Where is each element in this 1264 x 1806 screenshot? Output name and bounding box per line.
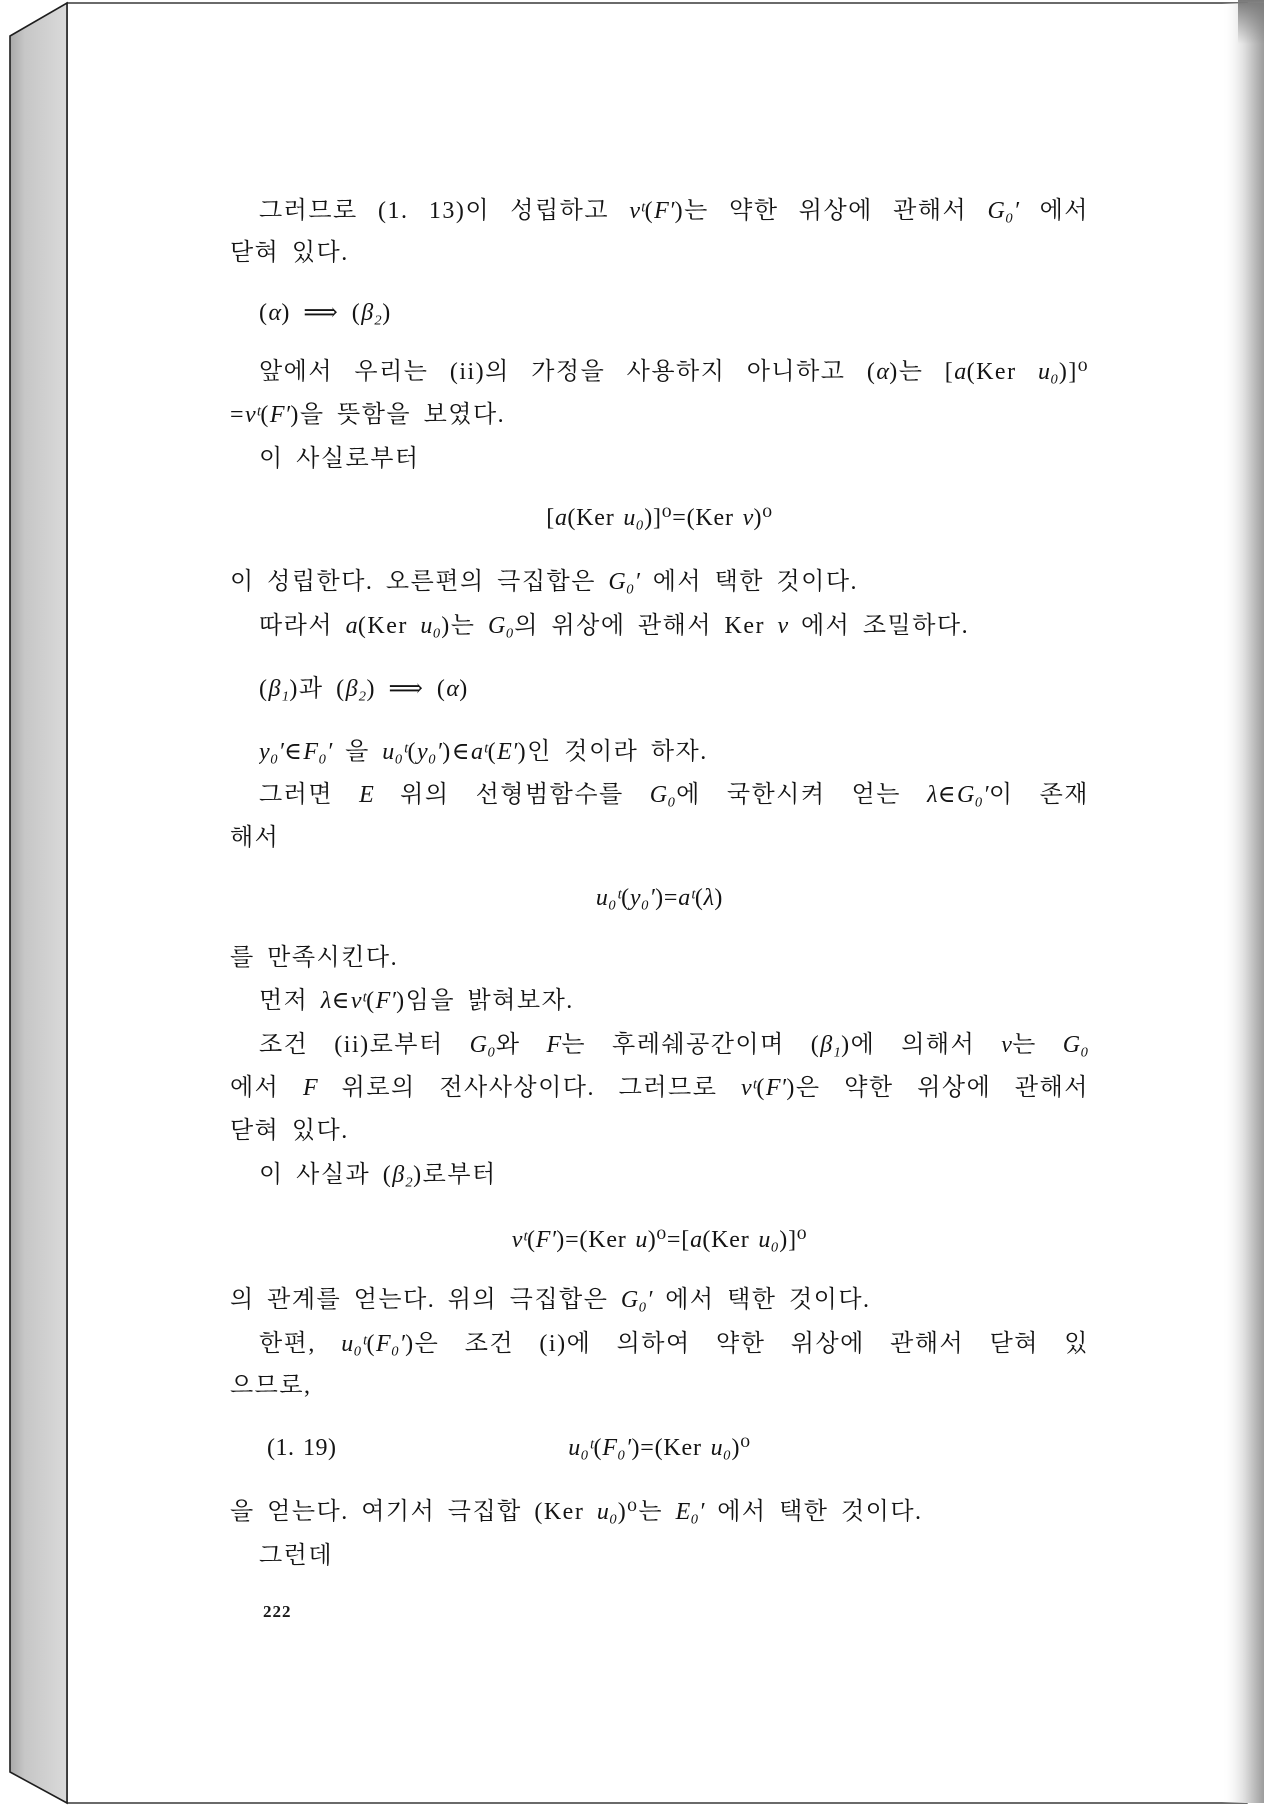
- text-run: )]⁰: [1058, 359, 1089, 385]
- text-run: ) ⟹ (: [366, 676, 447, 702]
- text-run: 의 관계를 얻는다. 위의 극집합은: [230, 1287, 621, 1313]
- math-symbol: β₁: [820, 1032, 842, 1058]
- text-run: )임을 밝혀보자.: [396, 988, 574, 1014]
- math-symbol: vᵗ: [245, 402, 261, 428]
- page-corner-shadow: [1238, 0, 1264, 44]
- page-number: 222: [263, 1602, 292, 1621]
- math-symbol: G₀: [1062, 1032, 1089, 1058]
- math-symbol: F: [546, 1032, 562, 1058]
- math-symbol: y₀′: [629, 885, 656, 911]
- text-run: )=: [655, 885, 679, 911]
- text-run: ): [714, 885, 724, 911]
- math-symbol: E: [359, 782, 375, 808]
- text-run: ) ⟹ (: [281, 300, 362, 326]
- math-symbol: E′: [497, 739, 518, 765]
- math-symbol: F′: [375, 988, 397, 1014]
- math-symbol: u₀: [1037, 359, 1059, 385]
- text-run: 에 국한시켜 얻는: [676, 782, 928, 808]
- text-run: 이 사실과 (: [259, 1162, 393, 1188]
- text-line: [230, 820, 1089, 856]
- text-line: [259, 777, 1089, 813]
- text-run: (: [487, 739, 498, 765]
- text-run: ∈: [937, 782, 958, 808]
- text-line: [259, 1538, 1089, 1574]
- math-symbol: G₀′: [987, 198, 1020, 224]
- text-run: ): [459, 676, 469, 702]
- text-run: 해서: [230, 825, 280, 851]
- text-run: (: [260, 402, 270, 428]
- text-run: 위로의 전사사상이다. 그러므로: [318, 1075, 742, 1101]
- math-symbol: v: [1001, 1032, 1013, 1058]
- math-symbol: G₀: [649, 782, 677, 808]
- text-run: )⁰: [731, 1435, 751, 1461]
- text-run: ): [382, 300, 392, 326]
- text-run: )로부터: [413, 1162, 497, 1188]
- math-symbol: u₀ᵗ: [595, 885, 622, 911]
- math-symbol: a: [555, 505, 568, 531]
- math-symbol: v: [742, 505, 754, 531]
- math-symbol: v: [777, 613, 789, 639]
- text-run: 조건 (ii)로부터: [259, 1032, 470, 1058]
- text-run: 따라서: [259, 613, 346, 639]
- math-symbol: vᵗ: [741, 1075, 757, 1101]
- text-run: (Ker: [567, 505, 624, 531]
- text-run: )은 조건 (i)에 의하여 약한 위상에 관해서 닫혀 있: [405, 1331, 1089, 1357]
- text-run: )⁰=[: [647, 1227, 691, 1253]
- text-line: [259, 734, 1089, 770]
- text-line: [259, 193, 1089, 229]
- text-run: 이 사실로부터: [259, 446, 420, 472]
- display-equation: [230, 1222, 1089, 1258]
- text-run: 한편,: [259, 1331, 342, 1357]
- text-run: 그러면: [259, 782, 360, 808]
- math-symbol: G₀′: [957, 782, 989, 808]
- text-run: 을 얻는다. 여기서 극집합 (Ker: [230, 1499, 597, 1525]
- text-run: (: [366, 1331, 377, 1357]
- text-line: [230, 940, 1089, 976]
- text-run: )]⁰=(Ker: [644, 505, 743, 531]
- text-run: 위의 선형범함수를: [374, 782, 650, 808]
- math-symbol: u₀: [596, 1499, 618, 1525]
- proof-case-heading: [259, 671, 1089, 707]
- text-run: (Ker: [702, 1227, 759, 1253]
- text-run: =: [230, 402, 246, 428]
- text-run: (Ker: [357, 613, 421, 639]
- math-symbol: F′: [535, 1227, 557, 1253]
- text-run: )에 의해서: [841, 1032, 1002, 1058]
- text-run: 를 만족시킨다.: [230, 945, 399, 971]
- text-run: (: [644, 198, 655, 224]
- text-run: ∈: [331, 988, 351, 1014]
- text-run: 는 후레쉐공간이며 (: [561, 1032, 821, 1058]
- text-line: [259, 441, 1089, 477]
- book-spine: [10, 3, 67, 1803]
- text-run: )]⁰: [779, 1227, 808, 1253]
- math-symbol: λ: [320, 988, 332, 1014]
- math-symbol: E₀′: [675, 1499, 705, 1525]
- math-symbol: u₀: [758, 1227, 780, 1253]
- text-run: 에서 택한 것이다.: [652, 1287, 871, 1313]
- text-run: )⁰는: [617, 1499, 676, 1525]
- text-line: [230, 1070, 1089, 1106]
- text-line: [230, 1368, 1089, 1404]
- text-run: 이 성립한다. 오른편의 극집합은: [230, 569, 609, 595]
- math-symbol: β₁: [268, 676, 290, 702]
- text-run: (: [621, 885, 630, 911]
- text-run: (: [756, 1075, 766, 1101]
- math-symbol: G₀: [469, 1032, 496, 1058]
- math-symbol: u₀: [710, 1435, 732, 1461]
- math-symbol: aᵗ: [470, 739, 488, 765]
- page-edge-shadow: [1222, 3, 1264, 1803]
- text-run: [: [546, 505, 556, 531]
- math-symbol: a: [954, 359, 967, 385]
- text-run: )과 (: [289, 676, 346, 702]
- math-symbol: u₀: [623, 505, 645, 531]
- math-symbol: F′: [765, 1075, 787, 1101]
- text-line: [259, 1326, 1089, 1362]
- math-symbol: F′: [269, 402, 291, 428]
- text-run: (: [259, 676, 269, 702]
- display-equation: [230, 880, 1089, 916]
- math-symbol: G₀′: [608, 569, 641, 595]
- text-run: 와: [495, 1032, 547, 1058]
- text-line: [259, 1027, 1089, 1063]
- math-symbol: u: [635, 1227, 648, 1253]
- text-run: 앞에서 우리는 (ii)의 가정을 사용하지 아니하고 (: [259, 359, 877, 385]
- text-run: )∈: [442, 739, 471, 765]
- text-run: (: [259, 300, 269, 326]
- math-symbol: u₀ᵗ: [382, 739, 408, 765]
- text-run: 먼저: [259, 988, 321, 1014]
- text-run: 의 위상에 관해서 Ker: [514, 613, 778, 639]
- math-symbol: G₀: [487, 613, 515, 639]
- text-run: )인 것이라 하자.: [517, 739, 708, 765]
- proof-case-heading: [259, 295, 1089, 331]
- text-run: ∈: [284, 739, 304, 765]
- text-line: [259, 608, 1089, 644]
- text-line: [230, 1113, 1089, 1149]
- text-line: [230, 1494, 1089, 1530]
- math-symbol: u₀: [420, 613, 442, 639]
- math-symbol: a: [690, 1227, 703, 1253]
- math-symbol: u₀ᵗ: [568, 1435, 594, 1461]
- math-symbol: α: [446, 676, 460, 702]
- text-run: )=(Ker: [631, 1435, 711, 1461]
- text-run: 에서: [230, 1075, 304, 1101]
- text-run: 으므로,: [230, 1373, 312, 1399]
- math-symbol: aᵗ: [678, 885, 695, 911]
- math-symbol: vᵗ: [629, 198, 645, 224]
- math-symbol: F₀′: [602, 1435, 632, 1461]
- text-run: )는: [441, 613, 488, 639]
- text-run: (: [593, 1435, 603, 1461]
- math-symbol: β₂: [345, 676, 367, 702]
- math-symbol: u₀ᵗ: [341, 1331, 367, 1357]
- text-run: )은 약한 위상에 관해서: [786, 1075, 1089, 1101]
- text-run: 닫혀 있다.: [230, 1118, 349, 1144]
- text-line: [230, 235, 1089, 271]
- text-line: [230, 1282, 1089, 1318]
- text-run: )⁰: [753, 505, 773, 531]
- text-run: (: [694, 885, 704, 911]
- text-run: 을: [332, 739, 383, 765]
- display-equation: [230, 1430, 1089, 1466]
- text-run: 이 존재: [988, 782, 1089, 808]
- text-line: [259, 983, 1089, 1019]
- text-line: [230, 564, 1089, 600]
- math-symbol: G₀′: [620, 1287, 653, 1313]
- text-run: (: [366, 988, 376, 1014]
- math-symbol: λ: [703, 885, 715, 911]
- text-run: 에서 조밀하다.: [788, 613, 970, 639]
- text-line: [259, 354, 1089, 390]
- math-symbol: a: [345, 613, 358, 639]
- math-symbol: α: [876, 359, 890, 385]
- text-run: (: [407, 739, 418, 765]
- math-symbol: F: [303, 1075, 318, 1101]
- text-run: )는 약한 위상에 관해서: [674, 198, 988, 224]
- text-run: 는: [1012, 1032, 1063, 1058]
- text-run: )을 뜻함을 보였다.: [290, 402, 506, 428]
- math-symbol: y₀′: [259, 739, 285, 765]
- math-symbol: β₂: [361, 300, 383, 326]
- math-symbol: vᵗ: [350, 988, 367, 1014]
- math-symbol: F′: [654, 198, 675, 224]
- text-run: 에서: [1019, 198, 1089, 224]
- text-run: )=(Ker: [556, 1227, 636, 1253]
- math-symbol: α: [268, 300, 282, 326]
- text-run: 에서 택한 것이다.: [640, 569, 859, 595]
- text-run: 에서 택한 것이다.: [704, 1499, 923, 1525]
- text-run: 닫혀 있다.: [230, 240, 349, 266]
- equation-number: (1. 19): [267, 1435, 337, 1461]
- math-symbol: F₀′: [303, 739, 333, 765]
- text-run: (Ker: [966, 359, 1038, 385]
- text-run: (: [526, 1227, 536, 1253]
- math-symbol: vᵗ: [511, 1227, 527, 1253]
- math-symbol: F₀′: [376, 1331, 406, 1357]
- math-symbol: β₂: [392, 1162, 414, 1188]
- display-equation: [230, 500, 1089, 536]
- text-line: [259, 1157, 1089, 1193]
- text-run: )는 [: [889, 359, 955, 385]
- math-symbol: λ: [927, 782, 938, 808]
- text-run: 그런데: [259, 1543, 334, 1569]
- math-symbol: y₀′: [417, 739, 443, 765]
- text-line: [230, 397, 1089, 433]
- text-run: 그러므로 (1. 13)이 성립하고: [259, 198, 630, 224]
